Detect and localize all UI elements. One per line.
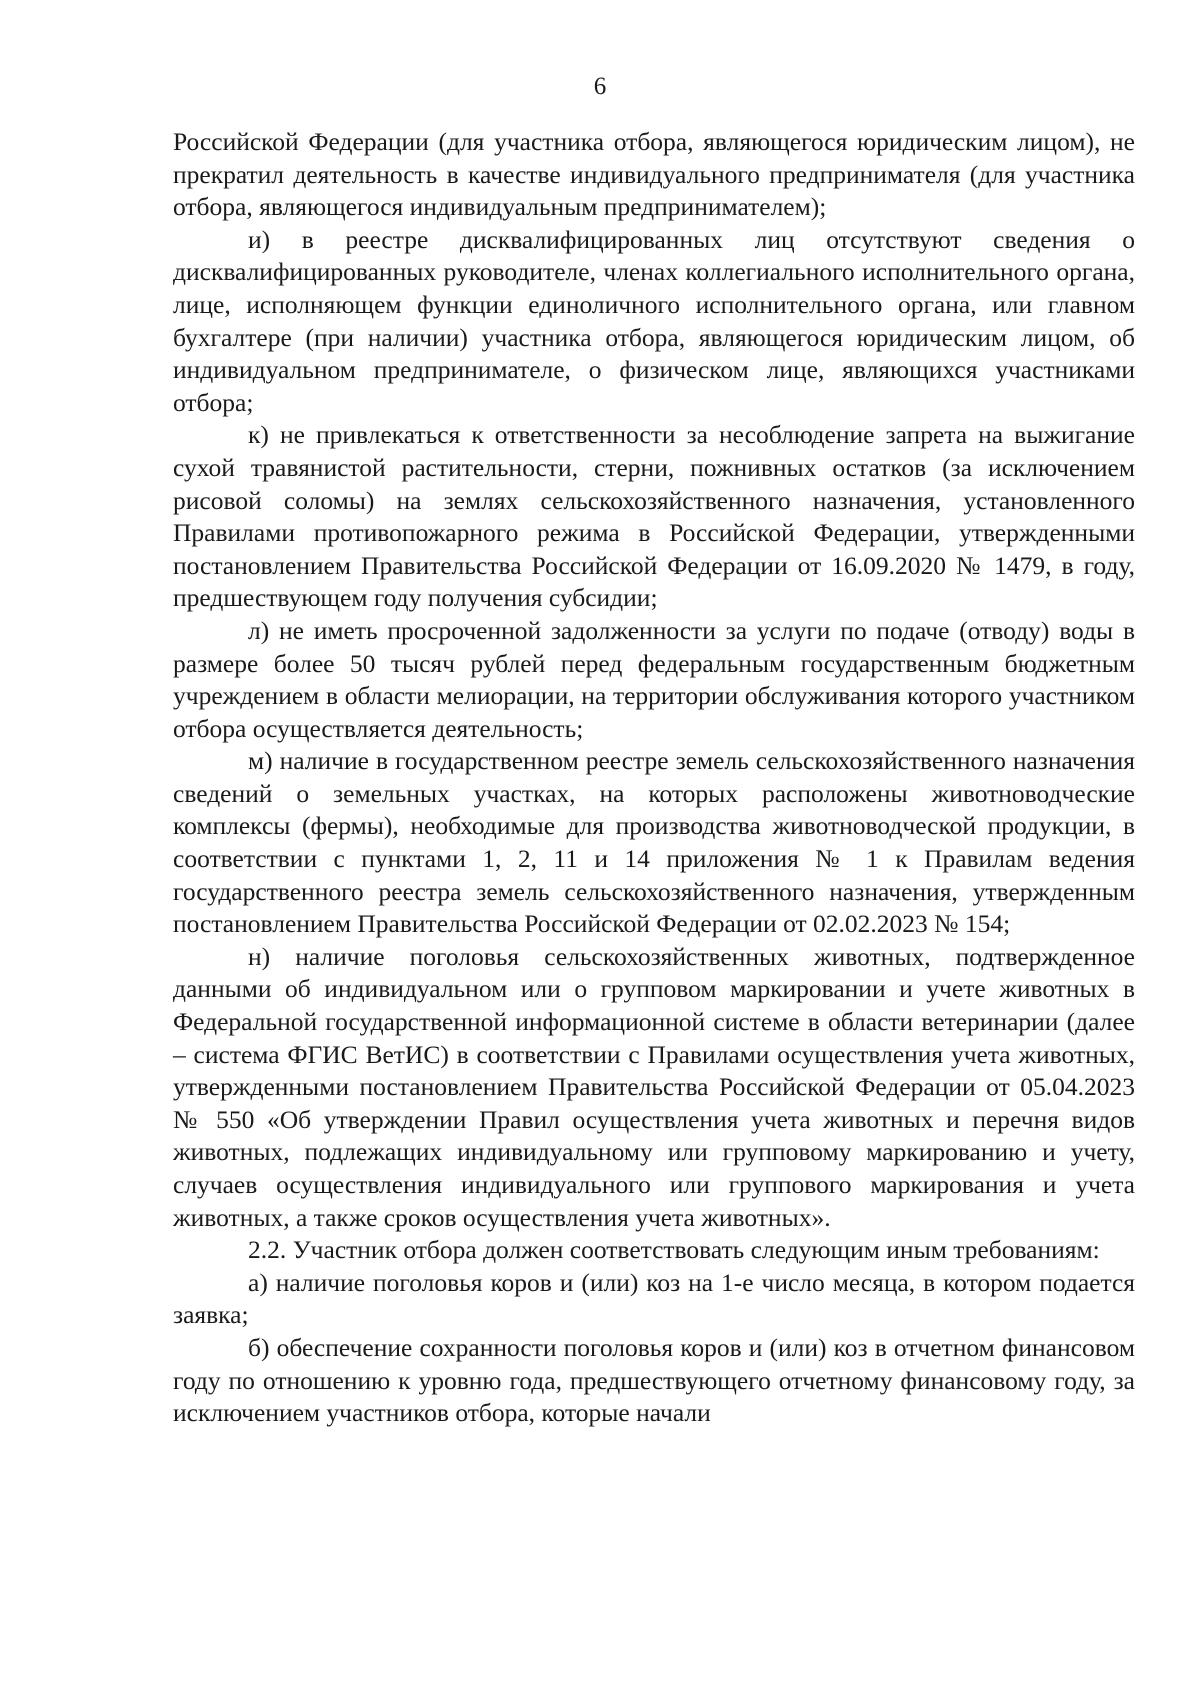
paragraph-continuation: Российской Федерации (для участника отбора, являющегося юридическим лицом), не прекратил деятельность в качестве индивидуального предпринимателя (для участника отбора, являющегося индивидуальным предпринимателем); [173,127,1135,222]
paragraph-item-m: м) наличие в государственном реестре земель сельскохозяйственного назначения сведений о земельных участках, на которых расположены животноводческие комплексы (фермы), необходимые для производства животноводческой продукции, в соответствии с пунктами 1, 2, 11 и 14 приложения № 1 к Правилам ведения государственного реестра земель сельскохозяйственного назначения, утвержденным постановлением Правительства Российской Федерации от 02.02.2023 № 154; [173,746,1135,939]
paragraph-section-2-2: 2.2. Участник отбора должен соответствовать следующим иным требованиям: [248,1235,1100,1265]
paragraph-item-i: и) в реестре дисквалифицированных лиц отсутствуют сведения о дисквалифицированных руководителе, членах коллегиального исполнительного органа, лице, исполняющем функции единоличного исполнительного органа, или главном бухгалтере (при наличии) участника отбора, являющегося юридическим лицом, об индивидуальном предпринимателе, о физическом лице, являющихся участниками отбора; [173,224,1135,417]
paragraph-item-k: к) не привлекаться к ответственности за несоблюдение запрета на выжигание сухой травянистой растительности, стерни, пожнивных остатков (за исключением рисовой соломы) на землях сельскохозяйственного назначения, установленного Правилами противопожарного режима в Российской Федерации, утвержденными постановлением Правительства Российской Федерации от 16.09.2020 № 1479, в году, предшествующем году получения субсидии; [173,420,1135,613]
paragraph-item-b: б) обеспечение сохранности поголовья коров и (или) коз в отчетном финансовом году по отношению к уровню года, предшествующего отчетному финансовому году, за исключением участников отбора, которые начали [173,1332,1135,1428]
paragraph-item-l: л) не иметь просроченной задолженности за услуги по подаче (отводу) воды в размере более 50 тысяч рублей перед федеральным государственным бюджетным учреждением в области мелиорации, на территории обслуживания которого участником отбора осуществляется деятельность; [173,615,1135,743]
document-body [173,126,1135,1430]
paragraph-item-a: а) наличие поголовья коров и (или) коз на 1-е число месяца, в котором подается заявка; [173,1267,1135,1330]
page-number: 6 [593,73,607,100]
paragraph-item-n: н) наличие поголовья сельскохозяйственных животных, подтвержденное данными об индивидуальном или о групповом маркировании и учете животных в Федеральной государственной информационной системе в области ветеринарии (далее – система ФГИС ВетИС) в соответствии с Правилами осуществления учета животных, утвержденными постановлением Правительства Российской Федерации от 05.04.2023 № 550 «Об утверждении Правил осуществления учета животных и перечня видов животных, подлежащих индивидуальному или групповому маркированию и учету, случаев осуществления индивидуального или группового маркирования и учета животных, а также сроков осуществления учета животных». [173,941,1135,1232]
